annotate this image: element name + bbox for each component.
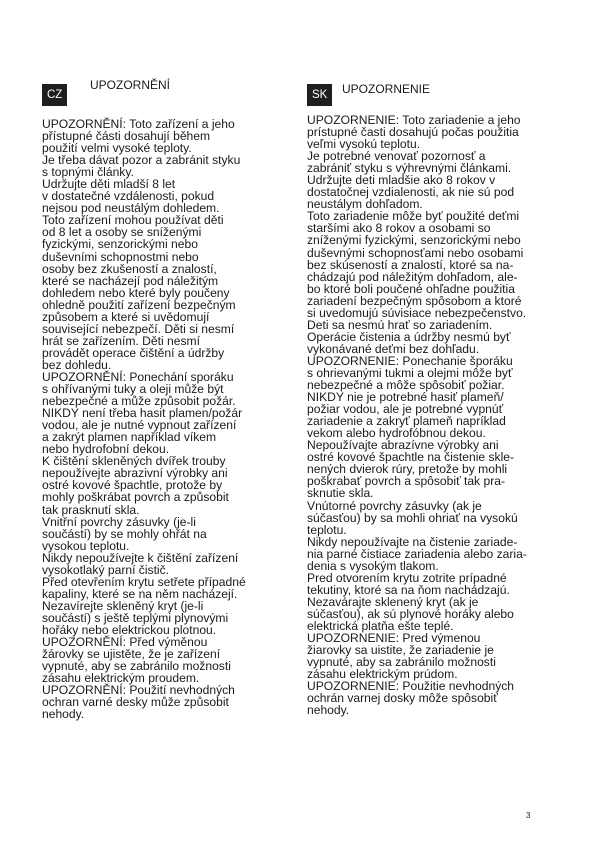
text-line: zníženými fyzickými, senzorickými nebo bbox=[307, 233, 521, 248]
text-line: Operácie čistenia a údržby nesmú byť bbox=[307, 329, 511, 344]
text-line: Je potrebné venovať pozornosť a bbox=[307, 149, 486, 164]
text-line: osoby bez zkušeností a znalostí, bbox=[42, 261, 217, 276]
text-line: bez dohledu. bbox=[42, 357, 112, 372]
text-line: způsobem a které si uvědomují bbox=[42, 309, 210, 324]
text-line: vodou, ale je nutné vypnout zařízení bbox=[42, 418, 237, 433]
text-line: UPOZORNĚNÍ: Toto zařízení a jeho bbox=[42, 117, 235, 131]
text-line: přístupné části dosahují během bbox=[42, 129, 211, 144]
text-line: Vnútorné povrchy zásuvky (ak je bbox=[307, 498, 482, 513]
text-line: zásahu elektrickým prúdom. bbox=[307, 667, 458, 682]
text-line: ochran varné desky může způsobit bbox=[42, 695, 229, 710]
text-line: teplotu. bbox=[307, 522, 347, 537]
language-badge-cz: CZ bbox=[42, 84, 67, 106]
text-line: UPOZORNENIE: Ponechanie šporáku bbox=[307, 353, 513, 368]
text-line: UPOZORNĚNÍ: Použití nevhodných bbox=[42, 683, 235, 698]
text-line: zariadení bezpečným spôsobom a ktoré bbox=[307, 293, 522, 308]
text-line: související nebezpečí. Děti si nesmí bbox=[42, 321, 235, 336]
text-line: vekom alebo hydrofóbnou dekou. bbox=[307, 426, 486, 441]
page-number: 3 bbox=[526, 811, 531, 820]
text-line: prístupné časti dosahujú počas použitia bbox=[307, 125, 519, 140]
text-line: od 8 let a osoby se sníženými bbox=[42, 225, 202, 240]
text-line: ochrán varnej dosky môže spôsobiť bbox=[307, 691, 498, 706]
text-line: hrát se zařízením. Děti nesmí bbox=[42, 333, 200, 348]
text-line: UPOZORNENIE: Pred výmenou bbox=[307, 631, 481, 646]
text-line: zásahu elektrickým proudem. bbox=[42, 671, 200, 686]
text-line: sknutie skla. bbox=[307, 486, 374, 501]
text-line: nebezpečné a môže spôsobiť požiar. bbox=[307, 378, 505, 393]
czech-section-header bbox=[42, 76, 287, 106]
text-line: súčasťou) by sa mohli ohriať na vysokú bbox=[307, 510, 518, 525]
text-line: Deti sa nesmú hrať so zariadením. bbox=[307, 317, 493, 332]
slovak-column bbox=[307, 76, 557, 716]
text-line: staršími ako 8 rokov a osobami so bbox=[307, 221, 491, 236]
text-line: UPOZORNENIE: Použitie nevhodných bbox=[307, 679, 515, 694]
text-line: hořáky nebo elektrickou plotnou. bbox=[42, 622, 217, 637]
text-line: nepoužívejte abrazivní výrobky ani bbox=[42, 466, 228, 481]
text-line: zabrániť styku s výhrevnými článkami. bbox=[307, 161, 512, 176]
text-line: ostré kovové špachtle na čistenie skle- bbox=[307, 450, 515, 465]
text-line: dohledem nebo které byly poučeny bbox=[42, 285, 230, 300]
text-line: denia s vysokým tlakom. bbox=[307, 558, 439, 573]
text-line: žiarovky sa uistite, že zariadenie je bbox=[307, 643, 494, 658]
text-line: mohly poškrábat povrch a způsobit bbox=[42, 490, 229, 505]
text-line: žárovky se ujistěte, že je zařízení bbox=[42, 647, 221, 662]
text-line: si uvedomujú súvisiace nebezpečenstvo. bbox=[307, 305, 527, 320]
language-badge-sk: SK bbox=[307, 84, 332, 106]
text-line: součástí) s ještě teplými plynovými bbox=[42, 610, 229, 625]
slovak-section-header bbox=[307, 76, 557, 106]
slovak-warning-text bbox=[307, 114, 557, 716]
text-line: UPOZORNĚNÍ: Ponechání sporáku bbox=[42, 369, 234, 384]
text-line: Udržujte děti mladší 8 let bbox=[42, 177, 176, 192]
text-line: bo ktoré boli poučené ohľadne použitia bbox=[307, 281, 515, 296]
text-line: súčasťou), ak sú plynové horáky alebo bbox=[307, 606, 514, 621]
text-line: Před otevřením krytu setřete případné bbox=[42, 574, 246, 589]
text-line: NIKDY není třeba hasit plamen/požár bbox=[42, 406, 243, 421]
text-line: nebo hydrofobní dekou. bbox=[42, 442, 170, 457]
text-line: Nikdy nepoužívejte k čištění zařízení bbox=[42, 550, 239, 565]
text-line: UPOZORNENIE: Toto zariadenie a jeho bbox=[307, 113, 521, 127]
text-line: Toto zariadenie môže byť použité deťmi bbox=[307, 209, 520, 224]
text-line: vysokou teplotu. bbox=[42, 538, 130, 553]
text-line: elektrická platňa ešte teplé. bbox=[307, 618, 454, 633]
text-line: nených dvierok rúry, pretože by mohli bbox=[307, 462, 508, 477]
text-line: nebezpečné a může způsobit požár. bbox=[42, 394, 236, 409]
text-line: Pred otvorením krytu zotrite prípadné bbox=[307, 570, 507, 585]
text-line: ohledně použití zařízení bezpečným bbox=[42, 297, 236, 312]
slovak-section-title: UPOZORNENIE bbox=[342, 82, 431, 96]
text-line: Je třeba dávat pozor a zabránit styku bbox=[42, 153, 241, 168]
text-line: vypnuté, aby se zabránilo možnosti bbox=[42, 659, 231, 674]
text-line: neustálym dohľadom. bbox=[307, 197, 423, 212]
text-line: duševními schopnostmi nebo bbox=[42, 249, 199, 264]
text-line: K čištění skleněných dvířek trouby bbox=[42, 454, 226, 469]
text-line: součástí) by se mohly ohřát na bbox=[42, 526, 207, 541]
czech-column bbox=[42, 76, 287, 720]
czech-section-title: UPOZORNĚNÍ bbox=[90, 78, 171, 92]
text-line: Toto zařízení mohou používat děti bbox=[42, 213, 224, 228]
text-line: poškrabať povrch a spôsobiť tak pra- bbox=[307, 474, 505, 489]
text-line: nia parné čistiace zariadenia alebo zaria- bbox=[307, 546, 527, 561]
text-line: NIKDY nie je potrebné hasiť plameň/ bbox=[307, 390, 504, 405]
text-line: nehody. bbox=[42, 707, 85, 722]
text-line: zariadenie a zakryť plameň napríklad bbox=[307, 414, 506, 429]
text-line: použití velmi vysoké teploty. bbox=[42, 141, 192, 156]
text-line: duševnými schopnosťami nebo osobami bbox=[307, 245, 524, 260]
text-line: s ohřívanými tuky a oleji může být bbox=[42, 382, 224, 397]
text-line: vypnuté, aby sa zabránilo možnosti bbox=[307, 655, 496, 670]
text-line: tak prasknutí skla. bbox=[42, 502, 140, 517]
text-line: vysokotlaký parní čistič. bbox=[42, 562, 170, 577]
text-line: veľmi vysokú teplotu. bbox=[307, 137, 421, 152]
text-line: kapaliny, které se na něm nacházejí. bbox=[42, 586, 238, 601]
czech-warning-text bbox=[42, 118, 287, 720]
text-line: Udržujte deti mladšie ako 8 rokov v bbox=[307, 173, 496, 188]
text-line: nejsou pod neustálým dohledem. bbox=[42, 201, 220, 216]
text-line: a zakrýt plamen například víkem bbox=[42, 430, 217, 445]
text-line: Vnitřní povrchy zásuvky (je-li bbox=[42, 514, 196, 529]
text-line: nehody. bbox=[307, 703, 350, 718]
text-line: Nezavárajte sklenený kryt (ak je bbox=[307, 594, 479, 609]
text-line: požiar vodou, ale je potrebné vypnúť bbox=[307, 402, 504, 417]
text-line: chádzajú pod náležitým dohľadom, ale- bbox=[307, 269, 518, 284]
text-line: fyzickými, senzorickými nebo bbox=[42, 237, 198, 252]
text-line: v dostatečné vzdálenosti, pokud bbox=[42, 189, 215, 204]
text-line: s ohrievanými tukmi a olejmi môže byť bbox=[307, 365, 513, 380]
text-line: provádět operace čištění a údržby bbox=[42, 345, 225, 360]
text-line: Nepoužívajte abrazívne výrobky ani bbox=[307, 438, 499, 453]
text-line: Nezavírejte skleněný kryt (je-li bbox=[42, 598, 204, 613]
text-line: UPOZORNĚNÍ: Před výměnou bbox=[42, 635, 208, 650]
text-line: ostré kovové špachtle, protože by bbox=[42, 478, 223, 493]
text-line: které se nacházejí pod náležitým bbox=[42, 273, 219, 288]
text-line: tekutiny, ktoré sa na ňom nachádzajú. bbox=[307, 582, 510, 597]
text-line: dostatočnej vzdialenosti, ak nie sú pod bbox=[307, 185, 515, 200]
text-line: s topnými články. bbox=[42, 165, 134, 180]
text-line: Nikdy nepoužívajte na čistenie zariade- bbox=[307, 534, 518, 549]
text-line: vykonávané deťmi bez dohľadu. bbox=[307, 341, 480, 356]
text-line: bez skúseností a znalostí, ktoré sa na- bbox=[307, 257, 514, 272]
